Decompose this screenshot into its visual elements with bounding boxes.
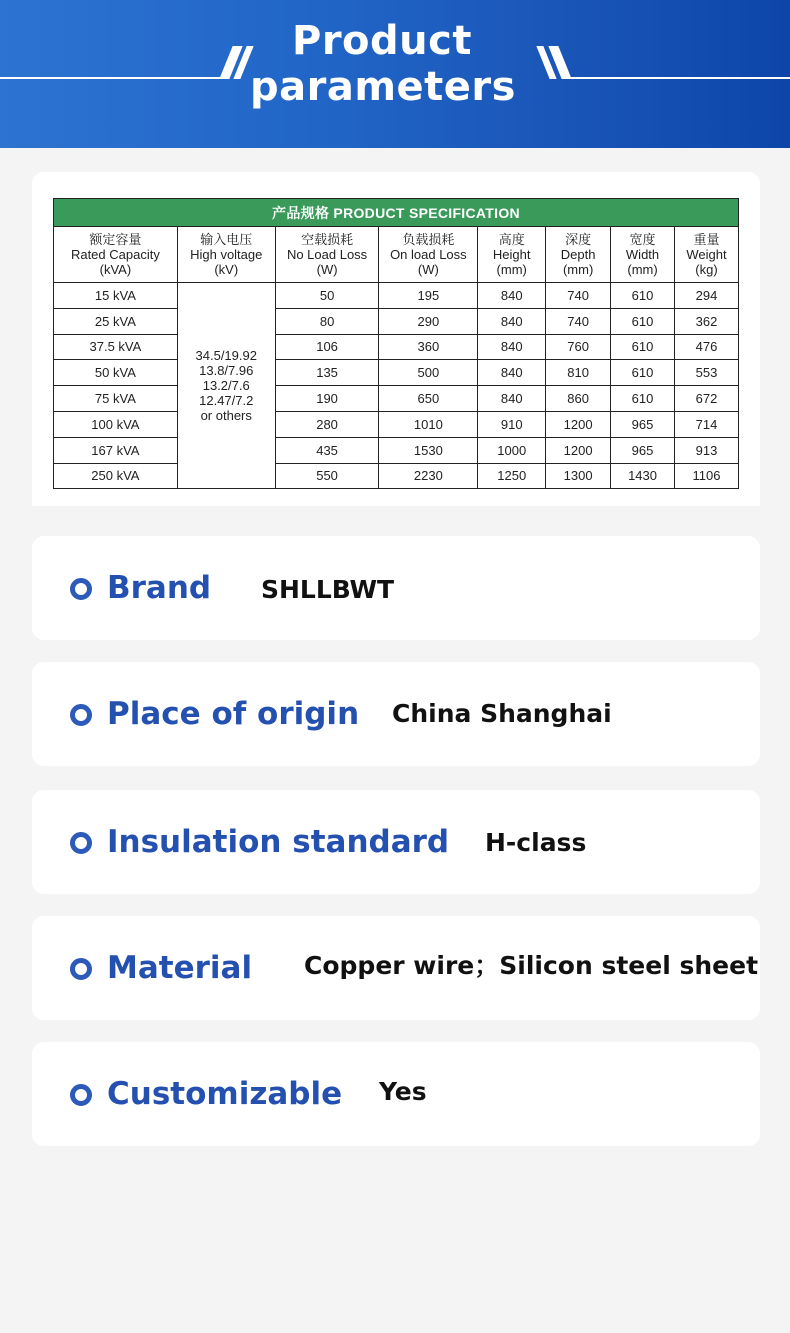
spec-table-cell: 15 kVA	[54, 283, 178, 309]
spec-table-cell: 740	[546, 283, 611, 309]
spec-table-cell: 965	[611, 411, 675, 437]
spec-table-cell: 840	[478, 334, 546, 360]
header-divider-left	[0, 77, 222, 79]
spec-column-header-en: Rated Capacity	[70, 247, 160, 262]
high-voltage-value: 34.5/19.92	[195, 348, 257, 364]
page-title	[250, 18, 514, 110]
spec-table-cell: 250 kVA	[54, 463, 178, 489]
spec-table-cell: 965	[611, 437, 675, 463]
info-card-origin	[32, 662, 760, 766]
ring-bullet-icon	[70, 578, 92, 600]
spec-table-cell: 610	[611, 386, 675, 412]
ring-bullet-icon	[70, 1084, 92, 1106]
spec-table-cell: 610	[611, 308, 675, 334]
page-title-line-1: Product	[292, 18, 472, 64]
spec-column-header-en: On load Loss	[390, 247, 467, 262]
spec-table-row	[54, 386, 739, 412]
spec-table-cell: 1430	[611, 463, 675, 489]
spec-column-header-cn: 深度	[565, 232, 592, 247]
info-card-brand	[32, 536, 760, 640]
high-voltage-value: 12.47/7.2	[199, 393, 254, 409]
spec-column-header	[379, 227, 478, 283]
spec-column-header-unit: (mm)	[627, 262, 658, 277]
spec-table-cell: 75 kVA	[54, 386, 178, 412]
page-header	[0, 0, 790, 148]
info-label: Material	[107, 950, 253, 986]
spec-table-cell: 1530	[379, 437, 478, 463]
spec-table-row	[54, 463, 739, 489]
spec-table-cell: 610	[611, 360, 675, 386]
spec-table-cell: 1200	[546, 411, 611, 437]
spec-column-header-cn: 重量	[693, 232, 720, 247]
header-divider-right	[566, 77, 790, 79]
info-card-insulation	[32, 790, 760, 894]
spec-column-header-cn: 空载损耗	[301, 232, 354, 247]
spec-table-cell: 810	[546, 360, 611, 386]
spec-table-cell: 610	[611, 283, 675, 309]
info-label: Place of origin	[107, 696, 360, 732]
spec-table-cell: 37.5 kVA	[54, 334, 178, 360]
spec-table-cell: 610	[611, 334, 675, 360]
info-card-customizable	[32, 1042, 760, 1146]
spec-column-header-en: Weight	[686, 247, 727, 262]
spec-table-row	[54, 334, 739, 360]
spec-table-cell: 1300	[546, 463, 611, 489]
spec-table-cell: 672	[674, 386, 738, 412]
spec-table-cell: 167 kVA	[54, 437, 178, 463]
spec-column-header	[674, 227, 738, 283]
spec-table-cell: 840	[478, 283, 546, 309]
spec-table-cell: 50 kVA	[54, 360, 178, 386]
spec-column-header-unit: (kV)	[214, 262, 239, 277]
high-voltage-value: or others	[200, 408, 252, 424]
spec-table-cell: 840	[478, 360, 546, 386]
ring-bullet-icon	[70, 704, 92, 726]
spec-table-title: 产品规格 PRODUCT SPECIFICATION	[54, 199, 739, 227]
page-title-line-2: parameters	[250, 64, 516, 110]
spec-table-cell: 2230	[379, 463, 478, 489]
spec-table-cell: 760	[546, 334, 611, 360]
spec-column-header	[177, 227, 275, 283]
spec-table-cell: 500	[379, 360, 478, 386]
ring-bullet-icon	[70, 958, 92, 980]
spec-table-cell: 1106	[674, 463, 738, 489]
spec-table-cell: 860	[546, 386, 611, 412]
info-label: Brand	[107, 570, 212, 606]
spec-column-header-unit: (mm)	[562, 262, 594, 277]
spec-table-cell: 740	[546, 308, 611, 334]
spec-column-header	[546, 227, 611, 283]
spec-table-cell: 714	[674, 411, 738, 437]
spec-column-header-unit: (mm)	[496, 262, 527, 277]
spec-table-row	[54, 437, 739, 463]
spec-table-cell: 100 kVA	[54, 411, 178, 437]
spec-column-header-cn: 高度	[498, 232, 525, 247]
spec-table-cell: 840	[478, 308, 546, 334]
spec-column-header-unit: (W)	[417, 262, 439, 277]
spec-table-cell: 913	[674, 437, 738, 463]
info-value: China Shanghai	[392, 699, 612, 728]
high-voltage-cell	[177, 283, 275, 489]
spec-column-header-unit: (kg)	[695, 262, 718, 277]
spec-table	[53, 198, 739, 489]
spec-column-header	[478, 227, 546, 283]
high-voltage-value: 13.2/7.6	[202, 378, 250, 394]
spec-column-header-en: Depth	[560, 247, 596, 262]
info-label: Insulation standard	[107, 824, 450, 860]
spec-table-row	[54, 360, 739, 386]
spec-table-cell: 910	[478, 411, 546, 437]
spec-table-row	[54, 411, 739, 437]
spec-card	[32, 172, 760, 506]
info-card-material	[32, 916, 760, 1020]
spec-table-cell: 290	[379, 308, 478, 334]
spec-column-header-cn: 输入电压	[200, 232, 253, 247]
spec-table-cell: 25 kVA	[54, 308, 178, 334]
spec-table-cell: 1000	[478, 437, 546, 463]
spec-column-header-en: No Load Loss	[286, 247, 368, 262]
info-value: Copper wire；Silicon steel sheet	[304, 951, 759, 980]
spec-table-cell: 80	[275, 308, 379, 334]
spec-column-header-cn: 额定容量	[89, 232, 142, 247]
spec-table-cell: 360	[379, 334, 478, 360]
spec-table-cell: 190	[275, 386, 379, 412]
ring-bullet-icon	[70, 832, 92, 854]
spec-table-cell: 550	[275, 463, 379, 489]
spec-column-header-unit: (kVA)	[99, 262, 132, 277]
info-label: Customizable	[107, 1076, 343, 1112]
spec-column-header-unit: (W)	[316, 262, 338, 277]
info-value: SHLLBWT	[261, 575, 395, 604]
spec-table-cell: 135	[275, 360, 379, 386]
spec-column-header-cn: 宽度	[629, 232, 656, 247]
spec-table-cell: 1200	[546, 437, 611, 463]
spec-table-cell: 840	[478, 386, 546, 412]
info-value: H-class	[485, 828, 587, 857]
spec-column-header	[611, 227, 675, 283]
spec-table-cell: 362	[674, 308, 738, 334]
spec-table-cell: 195	[379, 283, 478, 309]
spec-column-header-en: High voltage	[190, 247, 263, 262]
spec-table-cell: 294	[674, 283, 738, 309]
spec-table-cell: 280	[275, 411, 379, 437]
spec-column-header	[275, 227, 379, 283]
info-value: Yes	[379, 1077, 427, 1106]
spec-table-cell: 435	[275, 437, 379, 463]
spec-table-row	[54, 283, 739, 309]
spec-table-row	[54, 308, 739, 334]
high-voltage-value: 13.8/7.96	[199, 363, 254, 379]
spec-table-cell: 1010	[379, 411, 478, 437]
spec-table-cell: 1250	[478, 463, 546, 489]
spec-column-header	[54, 227, 178, 283]
spec-table-cell: 553	[674, 360, 738, 386]
spec-table-cell: 106	[275, 334, 379, 360]
spec-column-header-en: Height	[492, 247, 531, 262]
spec-table-cell: 650	[379, 386, 478, 412]
spec-table-cell: 476	[674, 334, 738, 360]
spec-table-cell: 50	[275, 283, 379, 309]
spec-column-header-cn: 负载损耗	[402, 232, 455, 247]
spec-column-header-en: Width	[625, 247, 660, 262]
